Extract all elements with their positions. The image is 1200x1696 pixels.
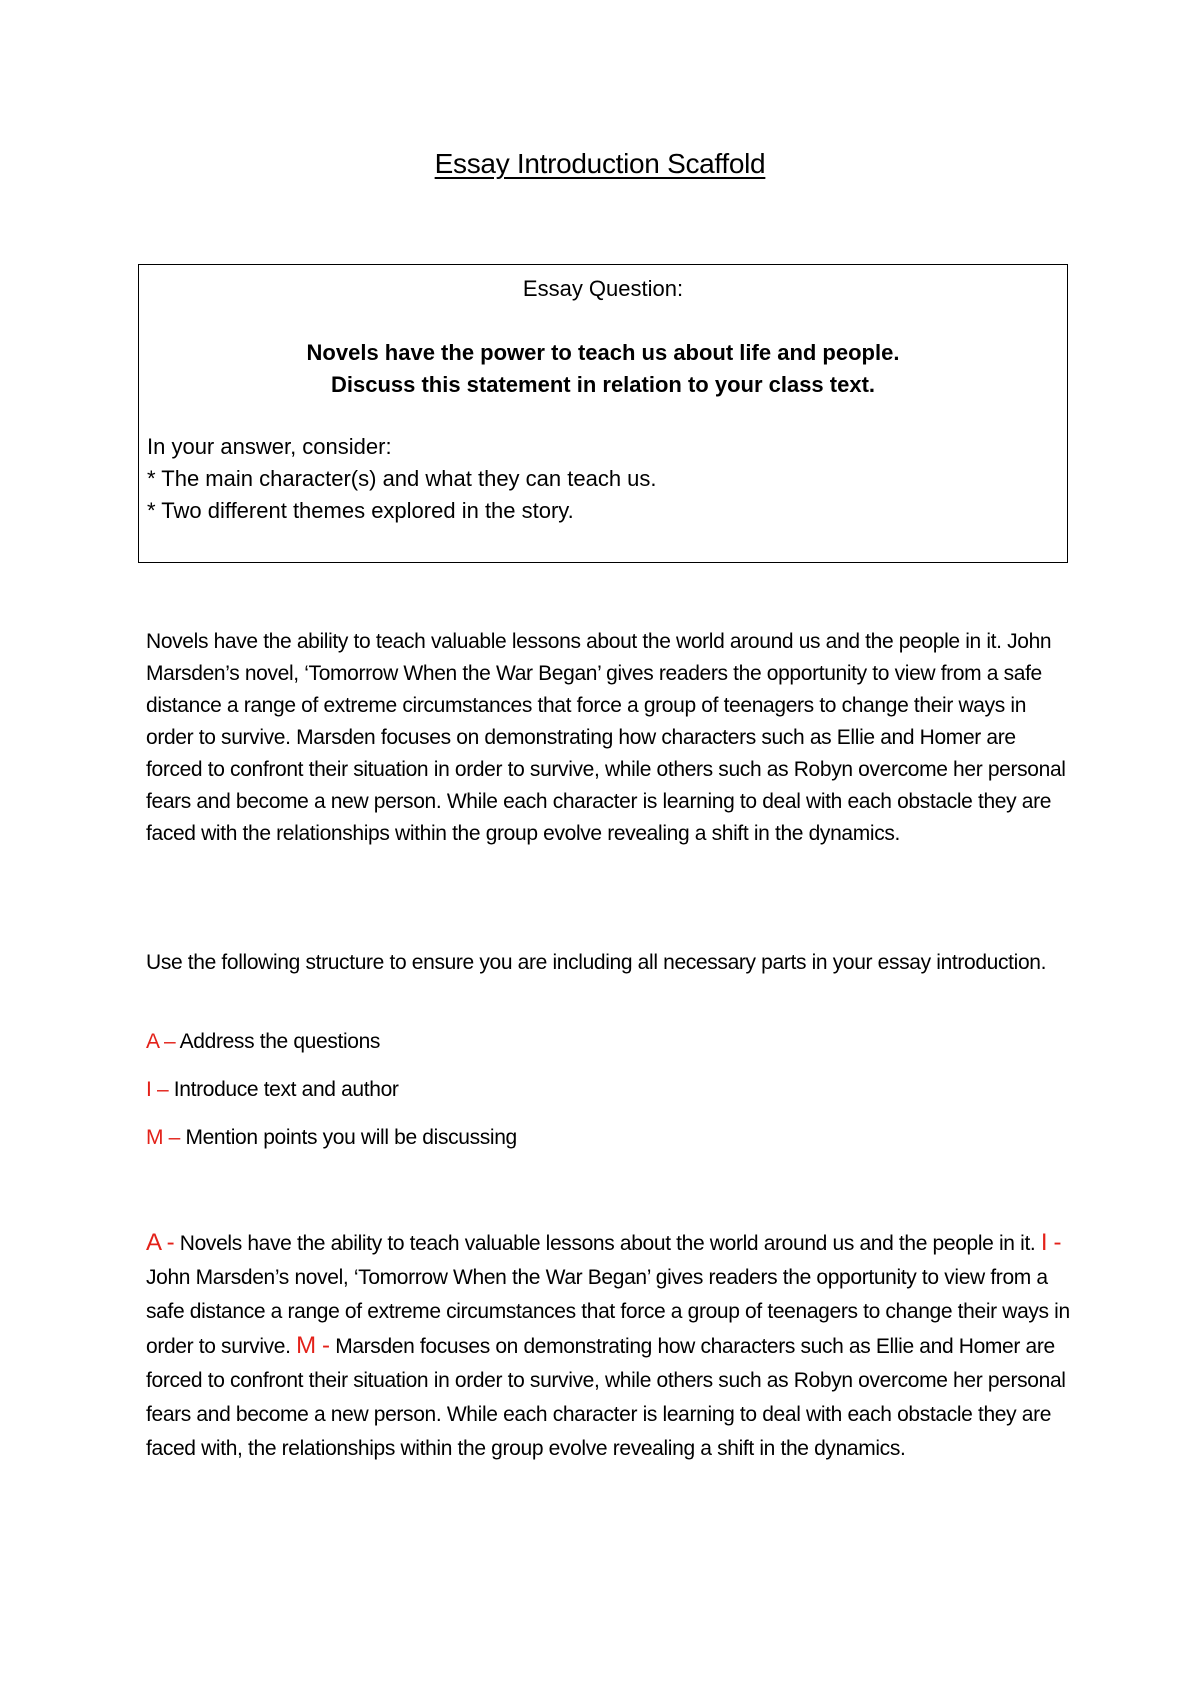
example-introduction-paragraph: Novels have the ability to teach valuable lessons about the world around us and the people in it. John Marsden’s novel, ‘Tomorrow When the War Began’ gives readers the opportunity to view from a safe distance a range of extreme circumstances that force a group of teenagers to change their ways in order to survive. Marsden focuses on demonstrating how characters such as Ellie and Homer are forced to confront their situation in order to survive, while others such as Robyn overcome her personal fears and become a new person. While each character is learning to deal with each obstacle they are faced with the relationships within the group evolve revealing a shift in the dynamics. — [146, 630, 1066, 845]
structure-marker-m: M – — [146, 1126, 180, 1149]
annotated-introduction-paragraph — [146, 1226, 1071, 1466]
structure-label-m: Mention points you will be discussing — [179, 1126, 517, 1149]
annotated-segment-i: John Marsden’s novel, ‘Tomorrow When the War Began’ gives readers the opportunity to view from a safe distance a range of extreme circumstances that force a group of teenagers to change their ways in order to survive. — [146, 1266, 1070, 1358]
annotated-segment-m: Marsden focuses on demonstrating how characters such as Ellie and Homer are forced to confront their situation in order to survive, while others such as Robyn overcome her personal fears and become a new person. While each character is learning to deal with each obstacle they are faced with, the relationships within the group evolve revealing a shift in the dynamics. — [146, 1335, 1066, 1460]
consider-list — [147, 431, 1059, 527]
statement-line-2: Discuss this statement in relation to your class text. — [330, 372, 876, 397]
structure-item-address — [146, 1030, 1046, 1054]
essay-question-heading: Essay Question: — [522, 276, 684, 301]
consider-item: * Two different themes explored in the story. — [147, 498, 574, 523]
annotation-marker-i: I - — [1040, 1229, 1062, 1256]
statement-line-1: Novels have the power to teach us about life and people. — [306, 340, 900, 365]
structure-label-i: Introduce text and author — [168, 1078, 399, 1101]
annotation-marker-a: A - — [146, 1229, 175, 1256]
annotation-marker-m: M - — [296, 1332, 330, 1359]
page-title: Essay Introduction Scaffold — [434, 148, 766, 179]
essay-question-statement — [139, 337, 1067, 401]
structure-item-mention — [146, 1126, 1046, 1150]
structure-item-introduce — [146, 1078, 1046, 1102]
structure-marker-i: I – — [146, 1078, 169, 1101]
annotated-segment-a: Novels have the ability to teach valuable lessons about the world around us and the people in it. — [174, 1232, 1041, 1255]
structure-marker-a: A – — [146, 1030, 176, 1053]
essay-question-box — [138, 264, 1068, 563]
consider-intro: In your answer, consider: — [147, 434, 392, 459]
structure-label-a: Address the questions — [175, 1030, 381, 1053]
structure-instructions-paragraph: Use the following structure to ensure you are including all necessary parts in your essay introduction. — [146, 951, 1047, 974]
consider-item: * The main character(s) and what they can teach us. — [147, 466, 657, 491]
